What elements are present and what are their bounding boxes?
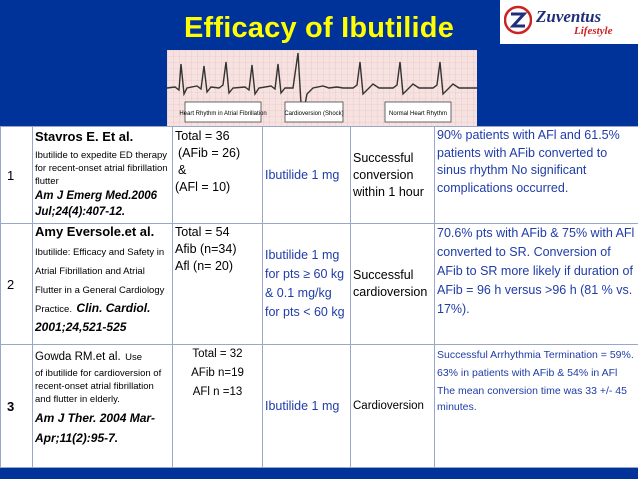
study-cell [33,127,173,224]
study-text [35,242,170,336]
table-row [1,345,638,468]
result-line: The mean conversion time was 33 +/- 45 minutes. [437,385,627,413]
outcome-line: cardioversion [353,285,428,299]
study-title: Ibutilide: Efficacy and Safety in Atrial Fibrillation and Atrial Flutter in a General Cardiology Practice. [35,247,165,315]
outcome-line: Cardioversion [353,399,424,412]
table-row [1,224,638,345]
ecg-label-normal: Normal Heart Rhythm [388,111,448,117]
population-line: & [178,163,187,177]
population-line: (AFl = 10) [175,180,231,194]
study-cell [33,224,173,345]
population-line: AFib n=19 [191,367,244,379]
row-number: 3 [1,345,33,468]
outcome-cell [351,345,435,468]
logo [500,0,638,44]
population-line: Afl (n= 20) [175,259,234,273]
result-cell: 90% patients with AFl and 61.5% patients with AFib converted to sinus rhythm No significant complications occurred. [435,127,638,224]
study-cell [33,345,173,468]
study-journal: Clin. Cardiol. 2001;24,521-525 [35,301,151,334]
outcome-line: Successful [353,150,414,165]
logo-brand: Zuventus [536,7,602,26]
drug-cell: Ibutilide 1 mg [263,345,351,468]
population-cell [173,127,263,224]
population-cell [173,224,263,345]
outcome-line: within 1 hour [353,184,424,199]
drug-cell: Ibutilide 1 mg for pts ≥ 60 kg & 0.1 mg/kg for pts < 60 kg [263,224,351,345]
population-line: AFl n =13 [192,386,243,398]
result-cell [435,345,638,468]
study-author: Gowda RM.et al. [35,351,121,363]
outcome-line: Successful [353,268,414,282]
result-cell: 70.6% pts with AFib & 75% with AFl converted to SR. Conversion of AFib to SR more likely if duration of AFib = 96 h versus >96 h (81 % vs. 17%). [435,224,638,345]
result-line: Successful Arrhythmia Termination = 59%. [437,349,634,361]
outcome-cell [351,224,435,345]
outcome-line: conversion [353,167,414,182]
study-author-tail: Use [125,352,143,363]
study-journal: Am J Ther. 2004 Mar-Apr;11(2):95-7. [35,411,156,445]
study-author: Amy Eversole.et al. [35,224,155,239]
page-title: Efficacy of Ibutilide [183,12,455,44]
population-line: Total = 36 [175,129,230,143]
row-number: 1 [1,127,33,224]
population-line: (AFib = 26) [178,146,241,160]
study-title: Ibutilide to expedite ED therapy for recent-onset atrial fibrillation flutter [35,150,168,187]
population-cell [173,345,263,468]
population-line: Total = 54 [175,225,230,239]
study-title: of ibutilide for cardioversion of recent-onset atrial fibrillation and flutter in elderly. [35,368,162,405]
logo-sub: Lifestyle [574,25,613,37]
study-journal: Am J Emerg Med.2006 Jul;24(4):407-12. [35,190,158,218]
row-number: 2 [1,224,33,345]
efficacy-table [0,126,638,468]
drug-cell: Ibutilide 1 mg [263,127,351,224]
table-row [1,127,638,224]
population-line: Total = 32 [192,348,243,360]
result-line: 63% in patients with AFib & 54% in AFl [437,367,618,379]
zuventus-logo-icon [504,4,532,36]
ecg-label-afib: Heart Rhythm in Atrial Fibrillation [179,111,267,117]
study-author-line [35,347,170,365]
outcome-cell [351,127,435,224]
population-line: Afib (n=34) [175,242,237,256]
study-author: Stavros E. Et al. [35,129,134,144]
ecg-strip-image [167,50,477,127]
ecg-label-shock: Cardioversion (Shock) [284,111,344,117]
